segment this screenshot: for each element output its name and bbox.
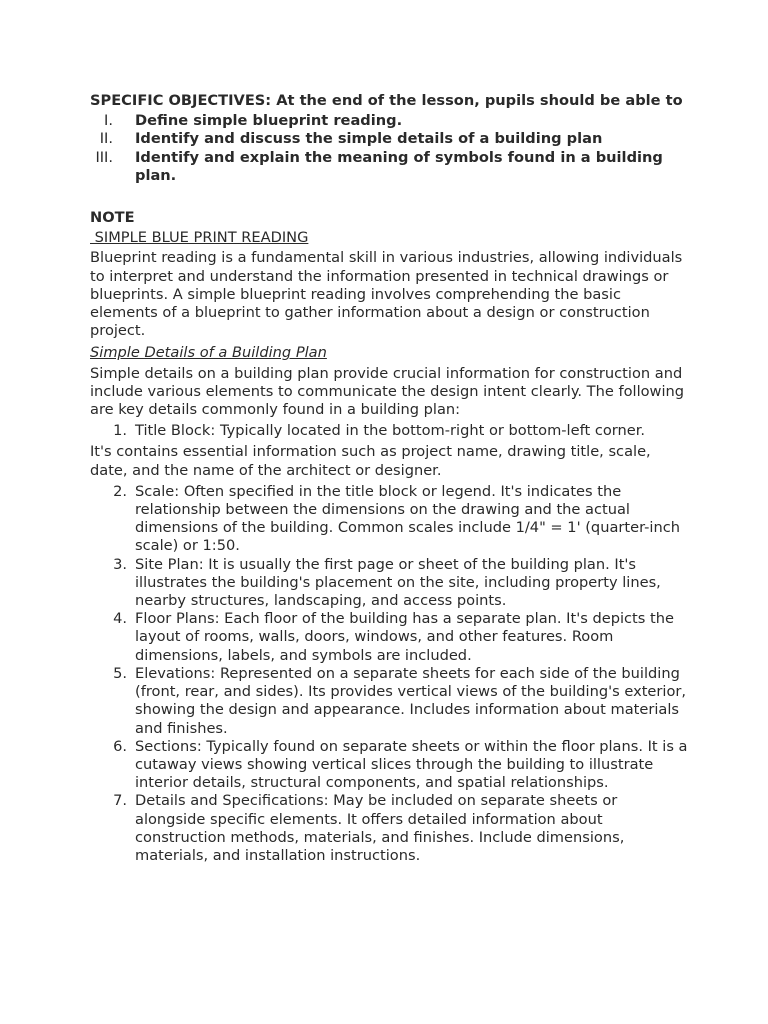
list-item-text: Floor Plans: Each floor of the building has a separate plan. It's depicts the layout of rooms, walls, doors, windows, and other features. Room dimensions, labels, and symbols are included. bbox=[135, 610, 674, 664]
list-item-number: 3. bbox=[113, 555, 127, 573]
list-item bbox=[90, 792, 690, 865]
details-list bbox=[90, 483, 690, 865]
objective-item bbox=[90, 112, 690, 130]
list-item-text: Site Plan: It is usually the first page or sheet of the building plan. It's illustrates the building's placement on the site, including property lines, nearby structures, landscaping, and access points. bbox=[135, 555, 661, 610]
list-item-number: 2. bbox=[113, 482, 127, 500]
note-heading: NOTE bbox=[90, 209, 135, 227]
objectives-list bbox=[90, 112, 690, 185]
list-item-text: Title Block: Typically located in the bottom-right or bottom-left corner. bbox=[135, 422, 646, 440]
objective-item bbox=[90, 130, 690, 148]
subheading: Simple Details of a Building Plan bbox=[90, 344, 327, 362]
list-item-text: Sections: Typically found on separate sheets or within the floor plans. It is a cutaway views showing vertical slices through the building to illustrate interior details, structural components, and spatial relationships. bbox=[135, 737, 688, 792]
section-title: SIMPLE BLUE PRINT READING bbox=[90, 229, 309, 247]
list-item-number: 1. bbox=[113, 422, 127, 440]
list-item bbox=[90, 483, 690, 556]
document-page bbox=[90, 92, 690, 865]
objective-number: II. bbox=[99, 130, 113, 148]
objective-text: Identify and discuss the simple details of a building plan bbox=[135, 130, 603, 148]
objective-number: III. bbox=[95, 148, 113, 166]
list-item-number: 4. bbox=[113, 610, 127, 628]
objective-text: Define simple blueprint reading. bbox=[135, 112, 403, 130]
list-item bbox=[90, 556, 690, 611]
list-item-text: Elevations: Represented on a separate sheets for each side of the building (front, rear, and sides). Its provides vertical views of the building's exterior, showing the design and appearance. Includes information about materials and finishes. bbox=[135, 664, 687, 737]
objective-item bbox=[90, 149, 690, 185]
intro-paragraph: Blueprint reading is a fundamental skill in various industries, allowing individuals to interpret and understand the information presented in technical drawings or blueprints. A simple blueprint reading involves comprehending the basic elements of a blueprint to gather information about a design or construction project. bbox=[90, 249, 683, 340]
list-item-number: 7. bbox=[113, 792, 127, 810]
list-item-text: Details and Specifications: May be included on separate sheets or alongside specific elements. It offers detailed information about construction methods, materials, and finishes. Include dimensions, materials, and installation instructions. bbox=[135, 792, 625, 864]
list-item bbox=[90, 665, 690, 738]
list-item-number: 6. bbox=[113, 737, 127, 755]
list-item bbox=[90, 610, 690, 665]
details-list-first bbox=[90, 422, 690, 440]
list-item bbox=[90, 738, 690, 793]
list-item-text: Scale: Often specified in the title block or legend. It's indicates the relationship between the dimensions on the drawing and the actual dimensions of the building. Common scales include 1/4" = 1' (quarter-inch scale) or 1:50. bbox=[135, 482, 680, 555]
title-block-note: It's contains essential information such as project name, drawing title, scale, date, and the name of the architect or designer. bbox=[90, 443, 651, 479]
objective-text: Identify and explain the meaning of symbols found in a building plan. bbox=[135, 148, 663, 184]
objectives-heading: SPECIFIC OBJECTIVES: At the end of the lesson, pupils should be able to bbox=[90, 92, 683, 109]
objective-number: I. bbox=[104, 112, 113, 130]
details-intro-paragraph: Simple details on a building plan provide crucial information for construction and include various elements to communicate the design intent clearly. The following are key details commonly found in a building plan: bbox=[90, 364, 685, 419]
list-item bbox=[90, 422, 690, 440]
list-item-number: 5. bbox=[113, 664, 127, 682]
